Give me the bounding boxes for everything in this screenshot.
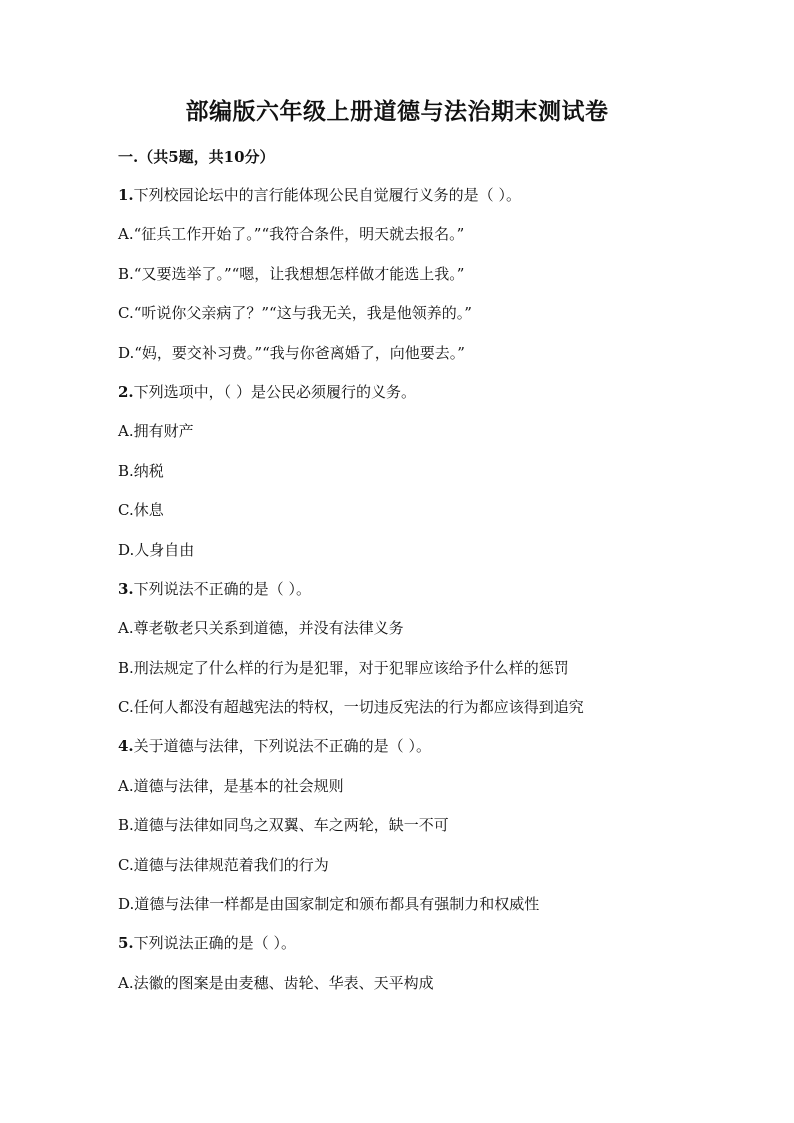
answer-option: D.“妈，要交补习费。”“我与你爸离婚了，向他要去。” <box>118 343 465 362</box>
question-number: 1. <box>118 186 134 204</box>
answer-option: A.尊老敬老只关系到道德，并没有法律义务 <box>118 619 404 638</box>
question-stem <box>118 381 738 420</box>
question-stem <box>118 184 738 223</box>
answer-option: D.人身自由 <box>118 540 195 559</box>
answer-option: C.休息 <box>118 501 164 520</box>
answer-option: C.“听说你父亲病了？”“这与我无关，我是他领养的。” <box>118 304 472 323</box>
answer-option: B.道德与法律如同鸟之双翼、车之两轮，缺一不可 <box>118 816 449 835</box>
answer-option: A.法徽的图案是由麦穗、齿轮、华表、天平构成 <box>118 973 434 992</box>
answer-option: B.“又要选举了。”“嗯，让我想想怎样做才能选上我。” <box>118 264 465 283</box>
question-number: 2. <box>118 382 134 401</box>
question-list <box>118 184 738 1011</box>
question-stem <box>118 735 738 774</box>
answer-option: A.拥有财产 <box>118 422 194 441</box>
answer-option: C.任何人都没有超越宪法的特权，一切违反宪法的行为都应该得到追究 <box>118 698 584 717</box>
page-title: 部编版六年级上册道德与法治期末测试卷 <box>185 98 609 125</box>
question-text: 下列校园论坛中的言行能体现公民自觉履行义务的是（ ）。 <box>133 186 521 204</box>
answer-option: C.道德与法律规范着我们的行为 <box>118 855 329 874</box>
answer-option: B.纳税 <box>118 461 164 480</box>
question-number: 5. <box>118 934 134 953</box>
question-text: 下列说法正确的是（ ）。 <box>133 934 296 953</box>
question-stem <box>118 578 738 617</box>
question-text: 下列选项中，（ ）是公民必须履行的义务。 <box>133 382 416 401</box>
question-number: 4. <box>118 737 134 756</box>
question-stem <box>118 932 738 971</box>
section-heading: 一.（共5题，共10分） <box>118 148 275 166</box>
answer-option: A.“征兵工作开始了。”“我符合条件，明天就去报名。” <box>118 225 465 244</box>
answer-option: B.刑法规定了什么样的行为是犯罪，对于犯罪应该给予什么样的惩罚 <box>118 658 569 677</box>
answer-option: D.道德与法律一样都是由国家制定和颁布都具有强制力和权威性 <box>118 895 540 914</box>
question-text: 关于道德与法律，下列说法不正确的是（ ）。 <box>133 737 431 756</box>
question-number: 3. <box>118 579 134 598</box>
question-text: 下列说法不正确的是（ ）。 <box>133 579 311 598</box>
answer-option: A.道德与法律，是基本的社会规则 <box>118 776 344 795</box>
